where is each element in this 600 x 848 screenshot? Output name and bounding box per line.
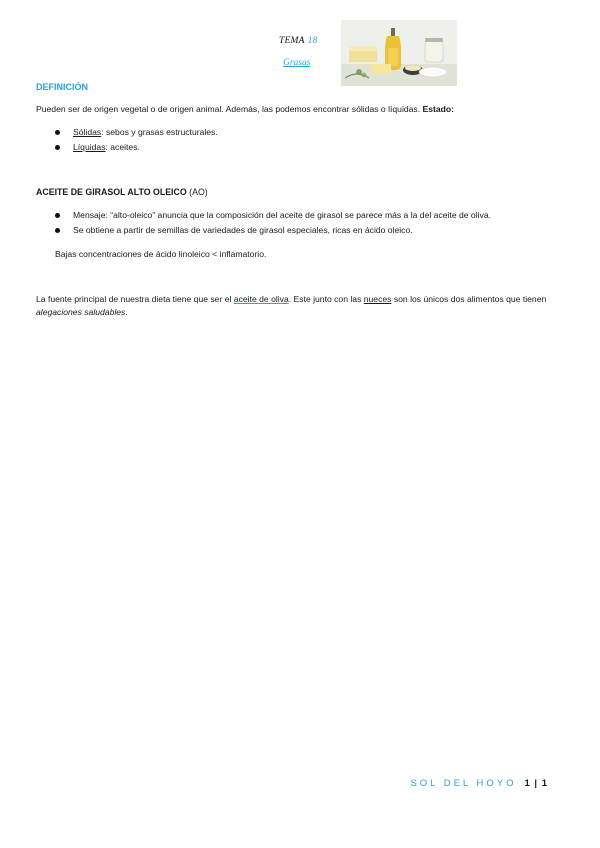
girasol-heading	[36, 187, 208, 197]
bullet-icon	[55, 130, 60, 135]
page-footer	[410, 778, 548, 789]
definition-intro-bold: Estado:	[422, 104, 454, 114]
girasol-list	[55, 209, 585, 239]
girasol-heading-bold: ACEITE DE GIRASOL ALTO OLEICO	[36, 187, 187, 197]
header-title-number: 18	[307, 36, 318, 46]
girasol-item-text: Se obtiene a partir de semillas de variedades de girasol especiales, ricas en ácido oleico.	[73, 225, 413, 235]
closing-text: .	[125, 307, 128, 317]
definition-intro	[36, 103, 576, 116]
definition-term: Sólidas	[73, 127, 102, 137]
definition-text: : sebos y grasas estructurales.	[101, 127, 218, 137]
fats-illustration-image	[341, 20, 457, 86]
closing-text: . Este junto con las	[288, 294, 364, 304]
list-item	[55, 209, 585, 224]
closing-text: La fuente principal de nuestra dieta tiene que ser el	[36, 294, 234, 304]
definition-heading: DEFINICIÓN	[36, 82, 89, 92]
health-claims-term: alegaciones saludables	[36, 307, 126, 317]
bullet-icon	[55, 145, 60, 150]
definition-list	[55, 126, 218, 156]
girasol-heading-normal: (AO)	[189, 187, 208, 197]
definition-term: Líquidas	[73, 142, 106, 152]
footer-author: SOL DEL HOYO	[410, 778, 517, 789]
list-item	[55, 126, 218, 141]
list-item	[55, 224, 585, 239]
closing-paragraph	[36, 293, 556, 319]
girasol-note: Bajas concentraciones de ácido linoleico < inflamatorio.	[55, 249, 267, 259]
nuts-term: nueces	[363, 294, 392, 304]
definition-text: : aceites.	[105, 142, 140, 152]
definition-intro-text: Pueden ser de origen vegetal o de origen animal. Además, las podemos encontrar sólidas o líquidas.	[36, 104, 421, 114]
header-title-label: TEMA	[279, 36, 305, 46]
bullet-icon	[55, 228, 60, 233]
page-number: 1 | 1	[524, 778, 548, 789]
girasol-item-text: Mensaje: “alto-oleico” anuncia que la composición del aceite de girasol se parece más a la del aceite de oliva.	[73, 210, 491, 220]
closing-text: son los únicos dos alimentos que tienen	[391, 294, 547, 304]
header-subtitle: Grasas	[283, 58, 311, 68]
olive-oil-link: aceite de oliva	[233, 294, 289, 304]
list-item	[55, 141, 218, 156]
header-title	[279, 36, 318, 46]
bullet-icon	[55, 213, 60, 218]
